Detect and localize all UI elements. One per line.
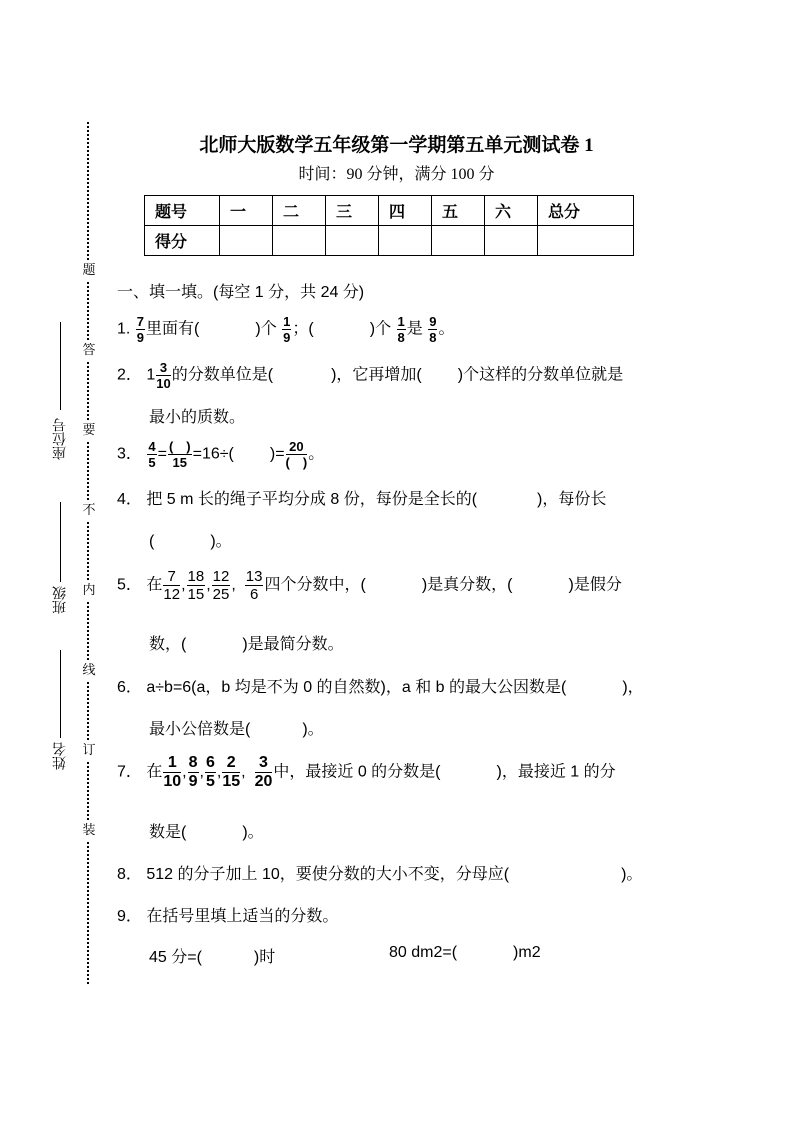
- score-header-cell: 四: [379, 196, 432, 226]
- seal-char: 内: [81, 582, 97, 600]
- question-text: )。: [210, 533, 232, 550]
- fraction: [156, 361, 170, 390]
- question-number: 8．: [117, 866, 142, 883]
- question-9: [117, 903, 338, 926]
- score-table: [144, 195, 634, 256]
- question-text: 数是(: [149, 824, 187, 841]
- question-8: [117, 861, 642, 884]
- question-text: )，: [622, 679, 644, 696]
- fraction: [187, 569, 206, 602]
- question-text: 。: [438, 320, 455, 338]
- denominator: 5: [205, 773, 215, 790]
- score-cell[interactable]: [538, 226, 634, 256]
- question-text: )个: [255, 320, 277, 338]
- score-header-row: [145, 196, 634, 226]
- seat-number-line[interactable]: [60, 322, 61, 410]
- question-text: 里面有(: [146, 320, 200, 338]
- question-text: 把 5 m 长的绳子平均分成 8 份，每份是全长的(: [146, 491, 478, 508]
- question-2-continued: 最小的质数。: [149, 409, 246, 426]
- question-2: [117, 361, 623, 390]
- question-text: )个: [369, 320, 392, 338]
- numerator: 12: [212, 568, 230, 585]
- class-label: 班级: [51, 586, 67, 614]
- fraction: [428, 315, 437, 344]
- fraction: [168, 440, 192, 469]
- question-text: a÷b=6(a，b 均是不为 0 的自然数)，a 和 b 的最大公因数是(: [146, 679, 567, 696]
- class-line[interactable]: [60, 502, 61, 582]
- numerator: 3: [156, 361, 170, 376]
- denominator: 8: [429, 330, 437, 345]
- numerator: 2: [222, 755, 240, 773]
- question-text: 数，(: [149, 636, 187, 653]
- fraction: [245, 569, 264, 602]
- numerator: 1: [397, 314, 405, 329]
- question-number: 3．: [117, 445, 142, 463]
- denominator: 15: [222, 773, 241, 790]
- question-3: [117, 440, 324, 469]
- score-cell[interactable]: [432, 226, 485, 256]
- score-header-cell: 六: [485, 196, 538, 226]
- question-6-continued: [149, 716, 324, 739]
- equals-sign: =: [157, 445, 167, 463]
- question-text: )m2: [513, 944, 541, 961]
- score-header-cell: 一: [220, 196, 273, 226]
- numerator: 7: [136, 314, 145, 329]
- numerator: 13: [245, 568, 263, 585]
- question-text: )，最接近 1 的分: [496, 763, 616, 781]
- seal-char: 要: [81, 422, 97, 440]
- question-5: 5． 在 $\frac{7}{12}$ , $\frac{18}{15}$ , $\frac{12}{25}$ , $\frac{13}{6}$ 四个分数中，( )是真分数，( )是假分: [117, 568, 622, 603]
- question-text: 的分数单位是(: [171, 366, 274, 384]
- fraction: [188, 755, 199, 790]
- question-5-continued: [149, 631, 344, 654]
- question-text: )是真分数，(: [421, 576, 513, 594]
- score-header-cell: 总分: [538, 196, 634, 226]
- question-4: [117, 486, 606, 509]
- seal-char: 订: [81, 742, 97, 760]
- question-text: )。: [242, 824, 264, 841]
- fraction: [163, 569, 180, 602]
- question-text: =16÷(: [192, 445, 234, 463]
- score-header-cell: 三: [326, 196, 379, 226]
- question-number: 1.: [117, 320, 131, 338]
- seal-char: 不: [81, 502, 97, 520]
- question-4-continued: [149, 528, 232, 551]
- question-number: 9．: [117, 908, 142, 925]
- question-text: )个这样的分数单位就是: [457, 366, 624, 384]
- question-text: 最小公倍数是(: [149, 721, 251, 738]
- question-text: )=: [269, 445, 285, 463]
- seal-char: 装: [81, 822, 97, 840]
- question-number: 5．: [117, 576, 142, 594]
- denominator: 8: [397, 330, 405, 345]
- denominator: ( ): [285, 455, 308, 470]
- binding-dotted-line: [87, 122, 89, 984]
- fraction: [255, 755, 273, 790]
- fraction: [205, 755, 216, 790]
- score-cell[interactable]: [326, 226, 379, 256]
- fraction: [397, 315, 406, 344]
- question-text: )，每份长: [537, 491, 607, 508]
- numerator: 7: [163, 569, 180, 586]
- question-1: [117, 315, 455, 344]
- question-6: [117, 674, 644, 697]
- denominator: 5: [148, 455, 156, 470]
- question-number: 6．: [117, 679, 142, 696]
- question-text: 45 分=(: [149, 949, 202, 966]
- score-header-cell: 五: [432, 196, 485, 226]
- denominator: 15: [172, 455, 187, 470]
- seal-char: 线: [81, 662, 97, 680]
- question-text: )。: [302, 721, 324, 738]
- numerator: 1: [283, 314, 291, 329]
- fraction: [147, 440, 156, 469]
- question-9-part-b: [389, 944, 541, 962]
- denominator: 25: [212, 586, 230, 603]
- question-text: )。: [621, 866, 643, 883]
- question-number: 2．: [117, 366, 142, 384]
- question-text: 在: [146, 576, 163, 594]
- numerator: 20: [286, 440, 308, 455]
- seal-char: 答: [81, 342, 97, 360]
- name-label: 姓名: [51, 742, 67, 770]
- denominator: 6: [249, 586, 259, 603]
- fraction: [212, 569, 231, 602]
- question-number: 4．: [117, 491, 142, 508]
- denominator: 9: [283, 330, 291, 345]
- question-text: 512 的分子加上 10，要使分数的大小不变，分母应(: [146, 866, 510, 883]
- fraction: [222, 755, 240, 790]
- numerator: 18: [187, 568, 205, 585]
- question-text: 80 dm2=(: [389, 944, 458, 961]
- question-text: 四个分数中，(: [264, 576, 366, 594]
- seal-char: 题: [81, 262, 97, 280]
- numerator: 8: [188, 754, 198, 771]
- score-cell[interactable]: [273, 226, 326, 256]
- question-7-continued: [149, 819, 264, 842]
- seat-number-label: 座位号: [51, 418, 67, 460]
- fraction: [286, 440, 308, 469]
- question-text: )时: [253, 949, 276, 966]
- numerator: 6: [205, 754, 215, 771]
- score-input-row: [145, 226, 634, 256]
- score-cell[interactable]: [379, 226, 432, 256]
- score-cell[interactable]: [485, 226, 538, 256]
- denominator: 12: [163, 586, 181, 603]
- numerator: 1: [163, 755, 181, 773]
- denominator: 9: [136, 330, 145, 345]
- numerator: 4: [148, 439, 156, 454]
- denominator: 20: [254, 773, 273, 790]
- question-text: 中，最接近 0 的分数是(: [273, 763, 441, 781]
- score-cell[interactable]: [220, 226, 273, 256]
- question-7: 7． 在 $\frac{1}{10}$ , $\frac{8}{9}$ , $\frac{6}{5}$ , $\frac{2}{15}$ , $\frac{3}{20}$ 中，最接近 0 的分数是( )，最接近 1 的分: [117, 754, 616, 790]
- section-heading: 一、填一填。(每空 1 分，共 24 分): [117, 284, 365, 301]
- numerator: 9: [429, 314, 437, 329]
- question-text: (: [149, 533, 155, 550]
- question-text: 。: [308, 445, 325, 463]
- fraction: [163, 755, 181, 790]
- denominator: 10: [163, 773, 182, 790]
- denominator: 9: [188, 773, 198, 790]
- score-row-label: 得分: [145, 226, 220, 256]
- question-text: 在括号里填上适当的分数。: [146, 908, 339, 925]
- question-text: 是: [406, 320, 423, 338]
- question-text: )是假分: [568, 576, 622, 594]
- numerator: 3: [255, 755, 273, 773]
- question-text: )，它再增加(: [331, 366, 422, 384]
- page-subtitle: 时间：90 分钟，满分 100 分: [298, 166, 495, 183]
- question-number: 7．: [117, 763, 142, 781]
- question-text: 在: [146, 763, 163, 781]
- page-title: 北师大版数学五年级第一学期第五单元测试卷 1: [199, 135, 594, 156]
- question-text: )是最简分数。: [242, 636, 344, 653]
- denominator: 10: [156, 376, 171, 391]
- name-line[interactable]: [60, 650, 61, 738]
- mixed-whole: 1: [146, 366, 156, 384]
- fraction: [136, 315, 145, 344]
- numerator: ( ): [168, 439, 191, 454]
- denominator: 15: [187, 586, 205, 603]
- score-header-cell: 题号: [145, 196, 220, 226]
- fraction: [282, 315, 291, 344]
- score-header-cell: 二: [273, 196, 326, 226]
- question-9-part-a: [149, 944, 275, 967]
- question-text: ；(: [292, 320, 314, 338]
